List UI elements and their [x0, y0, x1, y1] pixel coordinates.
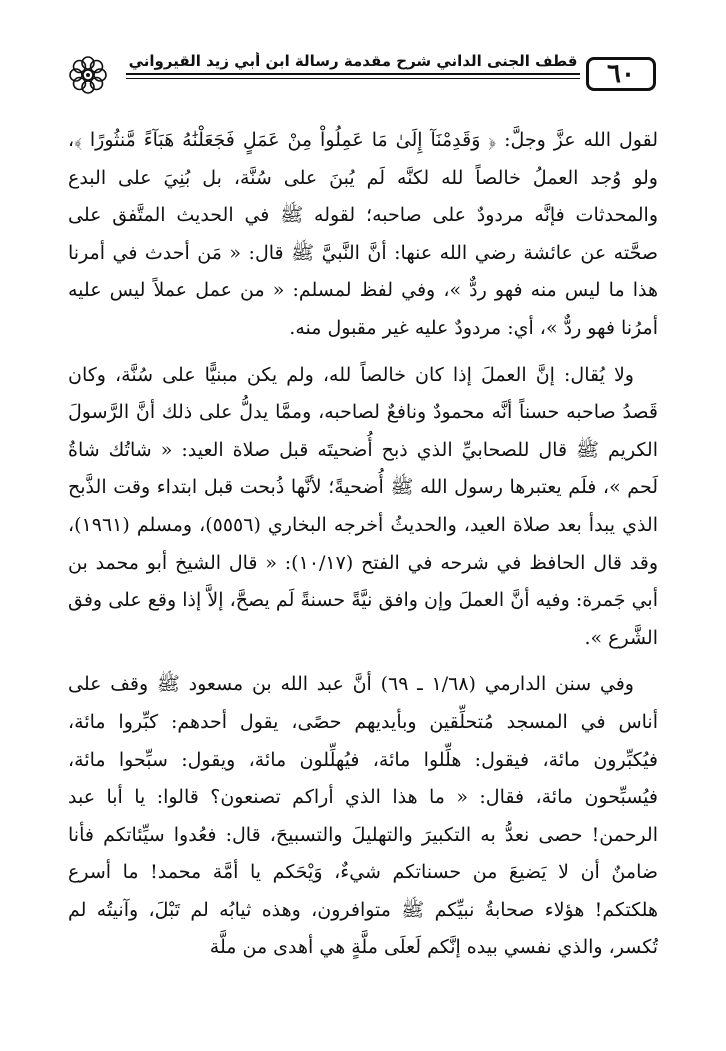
header-rule-bottom	[126, 78, 580, 79]
page-header	[66, 52, 666, 99]
page-number: ٦٠	[586, 57, 656, 91]
header-rule-top	[126, 73, 580, 75]
paragraph-1: لقول الله عزَّ وجلَّ: ﴿ وَقَدِمْنَآ إِلَىٰ مَا عَمِلُواْ مِنْ عَمَلٍ فَجَعَلْنَٰهُ هَبَآءً مَّنثُورًا ﴾، ولو وُجد العملُ خالصاً لله لكنَّه لَم يُبنَ على سُنَّة، بل بُنِيَ على البدع والمحدثات فإنَّه مردودٌ على صاحبه؛ لقوله ﷺ في الحديث المتَّفق على صحَّته عن عائشة رضي الله عنها: أنَّ النَّبيَّ ﷺ قال: « مَن أحدث في أمرنا هذا ما ليس منه فهو ردٌّ »، وفي لفظ لمسلم: « من عمل عملاً ليس عليه أمرُنا فهو ردٌّ »، أي: مردودٌ عليه غير مقبول منه.	[68, 129, 658, 339]
paragraph-3: وفي سنن الدارمي (١/٦٨ ـ ٦٩) أنَّ عبد الله بن مسعود ﷺ وقف على أناس في المسجد مُتحلِّقين وبأيديهم حصًى، يقول أحدهم: كبِّروا مائة، فيُكبِّرون مائة، فيقول: هلِّلوا مائة، فيُهلِّلون مائة، ويقول: سبِّحوا مائة، فيُسبِّحون مائة، فقال: « ما هذا الذي أراكم تصنعون؟ قالوا: يا أبا عبد الرحمن! حصى نعدُّ به التكبيرَ والتهليلَ والتسبيحَ، قال: فعُدوا سيِّئاتكم فأنا ضامنٌ أن لا يَضيعَ من حسناتكم شيءٌ، وَيْحَكم يا أمَّة محمد! ما أسرع هلكتكم! هؤلاء صحابةُ نبيِّكم ﷺ متوافرون، وهذه ثيابُه لم تَبْلَ، وآنيتُه لم تُكسر، والذي نفسي بيده إنَّكم لَعلَى ملَّةٍ هي أهدى من ملَّة	[68, 673, 658, 959]
main-text	[68, 122, 658, 976]
running-title: قطف الجنى الداني شرح مقدمة رسالة ابن أبي زيد القيرواني	[128, 52, 578, 70]
paragraph-2: ولا يُقال: إنَّ العملَ إذا كان خالصاً لله، ولم يكن مبنيًّا على سُنَّة، وكان قَصدُ صاحبه حسناً أنَّه محمودٌ ونافعٌ لصاحبه، وممَّا يدلُّ على ذلك أنَّ الرَّسولَ الكريم ﷺ قال للصحابيِّ الذي ذبح أُضحيتَه قبل صلاة العيد: « شاتُك شاةُ لَحم »، فلَم يعتبرها رسول الله ﷺ أُضحيةً؛ لأنَّها ذُبحت قبل ابتداء وقت الذَّبح الذي يبدأ بعد صلاة العيد، والحديثُ أخرجه البخاري (٥٥٥٦)، ومسلم (١٩٦١)، وقد قال الحافظ في شرحه في الفتح (١٠/١٧): « قال الشيخ أبو محمد بن أبي جَمرة: وفيه أنَّ العملَ وإن وافق نيَّةً حسنةً لَم يصحَّ، إلاَّ إذا وقع على وفق الشَّرع ».	[68, 363, 659, 649]
rosette-ornament-icon	[66, 53, 110, 97]
